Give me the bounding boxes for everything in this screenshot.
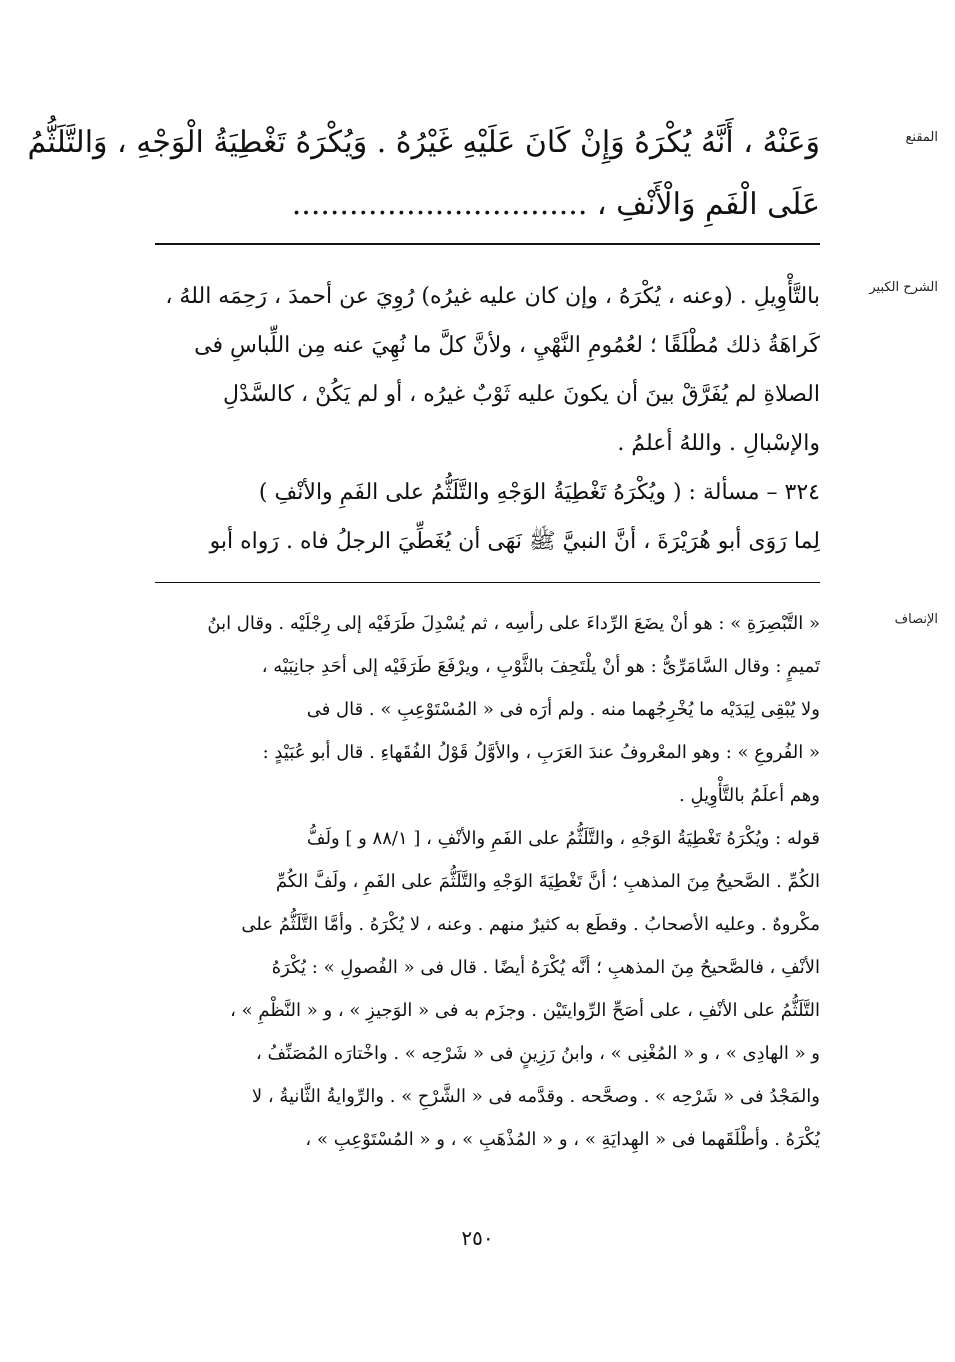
- insaf-line: يُكْرَهُ . وأطْلَقَهما فى « الهِدايَةِ » ، و « المُذْهَبِ » ، و « المُسْتَوْعِبِ » ،: [305, 1129, 820, 1150]
- insaf-line: و « الهادِى » ، و « المُغْنِى » ، وابنُ رَزِينٍ فى « شَرْحِه » . واخْتارَه المُصَنِّفُ ،: [255, 1043, 820, 1064]
- page-number: ٢٥٠: [461, 1226, 494, 1250]
- sharh-section-label: الشرح الكبير: [869, 280, 938, 295]
- insaf-line: الكُمِّ . الصَّحيحُ مِنَ المذهبِ ؛ أنَّ تَغْطِيَةَ الوَجْهِ والتَّلَثُّمَ على الفَمِ ، ولَفَّ الكُمِّ: [275, 871, 820, 892]
- section-divider: [155, 582, 820, 583]
- insaf-text-block: [152, 602, 820, 1161]
- sharh-line: لِما رَوَى أبو هُرَيْرَةَ ، أنَّ النبيَّ ﷺ نَهَى أن يُغَطِّيَ الرجلُ فاه . رَواه أبو: [209, 529, 820, 554]
- sharh-line: كَراهَةُ ذلك مُطْلَقًا ؛ لعُمُومِ النَّهْيِ ، ولأنَّ كلَّ ما نُهِيَ عنه مِن اللِّباسِ فى: [194, 333, 820, 358]
- sharh-line: بالتَّأْوِيلِ . (وعنه ، يُكْرَهُ ، وإن كان عليه غيرُه) رُوِيَ عن أحمدَ ، رَحِمَه اللهُ ،: [165, 284, 820, 309]
- sharh-line: الصلاةِ لم يُفَرَّقْ بينَ أن يكونَ عليه ثَوْبٌ غيرُه ، أو لم يَكُنْ ، كالسَّدْلِ: [222, 382, 820, 407]
- insaf-line: التَّلَثُّمُ على الأنْفِ ، على أصَحِّ الرِّوايتَيْن . وجزَم به فى « الوَجيزِ » ، و « النَّظْمِ » ،: [230, 1000, 820, 1021]
- section-divider: [155, 243, 820, 245]
- insaf-line: ولا يُبْقِى لِيَدَيْه ما يُخْرِجُهما منه . ولم أرَه فى « المُسْتَوْعِبِ » . قال فى: [306, 699, 820, 720]
- insaf-line: مكْروهٌ . وعليه الأصحابُ . وقطَع به كثيرٌ منهم . وعنه ، لا يُكْرَهُ . وأمَّا التَّلَثُّمُ على: [241, 914, 820, 935]
- insaf-line: والمَجْدُ فى « شَرْحِه » . وصحَّحه . وقدَّمه فى « الشَّرْحِ » . والرِّوايةُ الثَّانيةُ ، لا: [251, 1086, 820, 1107]
- muqni-line: وَعَنْهُ ، أَنَّهُ يُكْرَهُ وَإِنْ كَانَ عَلَيْهِ غَيْرُهُ . وَيُكْرَهُ تَغْطِيَةُ الْوَجْهِ ، وَالتَّلَثُّمُ: [27, 125, 820, 160]
- insaf-line: تَميمٍ : وقال السَّامَرِّىُّ : هو أنْ يلْتَحِفَ بالثَّوْبِ ، ويرْفَعَ طَرَفَيْه إلى أحَدِ جانِبَيْه ،: [261, 656, 820, 677]
- insaf-line: الأنْفِ ، فالصَّحيحُ مِنَ المذهبِ ؛ أنَّه يُكْرَهُ أيضًا . قال فى « الفُصولِ » : يُكْرَهُ: [271, 957, 820, 978]
- insaf-line: قوله : ويُكْرَهُ تَغْطِيَةُ الوَجْهِ ، والتَّلَثُّمُ على الفَمِ والأنْفِ ، [ ٨٨/١ و ] ولَفُّ: [306, 828, 820, 849]
- muqni-text-block: [27, 112, 820, 236]
- insaf-section-label: الإنصاف: [894, 612, 938, 627]
- insaf-line: « التَّبْصِرَةِ » : هو أنْ يضَعَ الرِّداءَ على رأسِه ، ثم يُسْدِلَ طَرَفَيْه إلى رِجْلَيْه . وقال ابنُ: [207, 613, 820, 634]
- sharh-line: ٣٢٤ – مسألة : ( ويُكْرَهُ تَغْطِيَةُ الوَجْهِ والتَّلَثُّمُ على الفَمِ والأنْفِ ): [258, 480, 820, 505]
- muqni-section-label: المقنع: [905, 130, 938, 145]
- muqni-line: عَلَى الْفَمِ وَالْأَنْفِ ، ...............................: [291, 187, 820, 222]
- sharh-line: والإسْبالِ . واللهُ أعلمُ .: [617, 431, 820, 456]
- sharh-text-block: [152, 272, 820, 566]
- insaf-line: وهم أعلَمُ بالتَّأْوِيلِ .: [679, 785, 820, 806]
- insaf-line: « الفُروعِ » : وهو المعْروفُ عندَ العَرَبِ ، والأوَّلُ قَوْلُ الفُقَهاءِ . قال أبو عُبَيْدٍ :: [262, 742, 820, 763]
